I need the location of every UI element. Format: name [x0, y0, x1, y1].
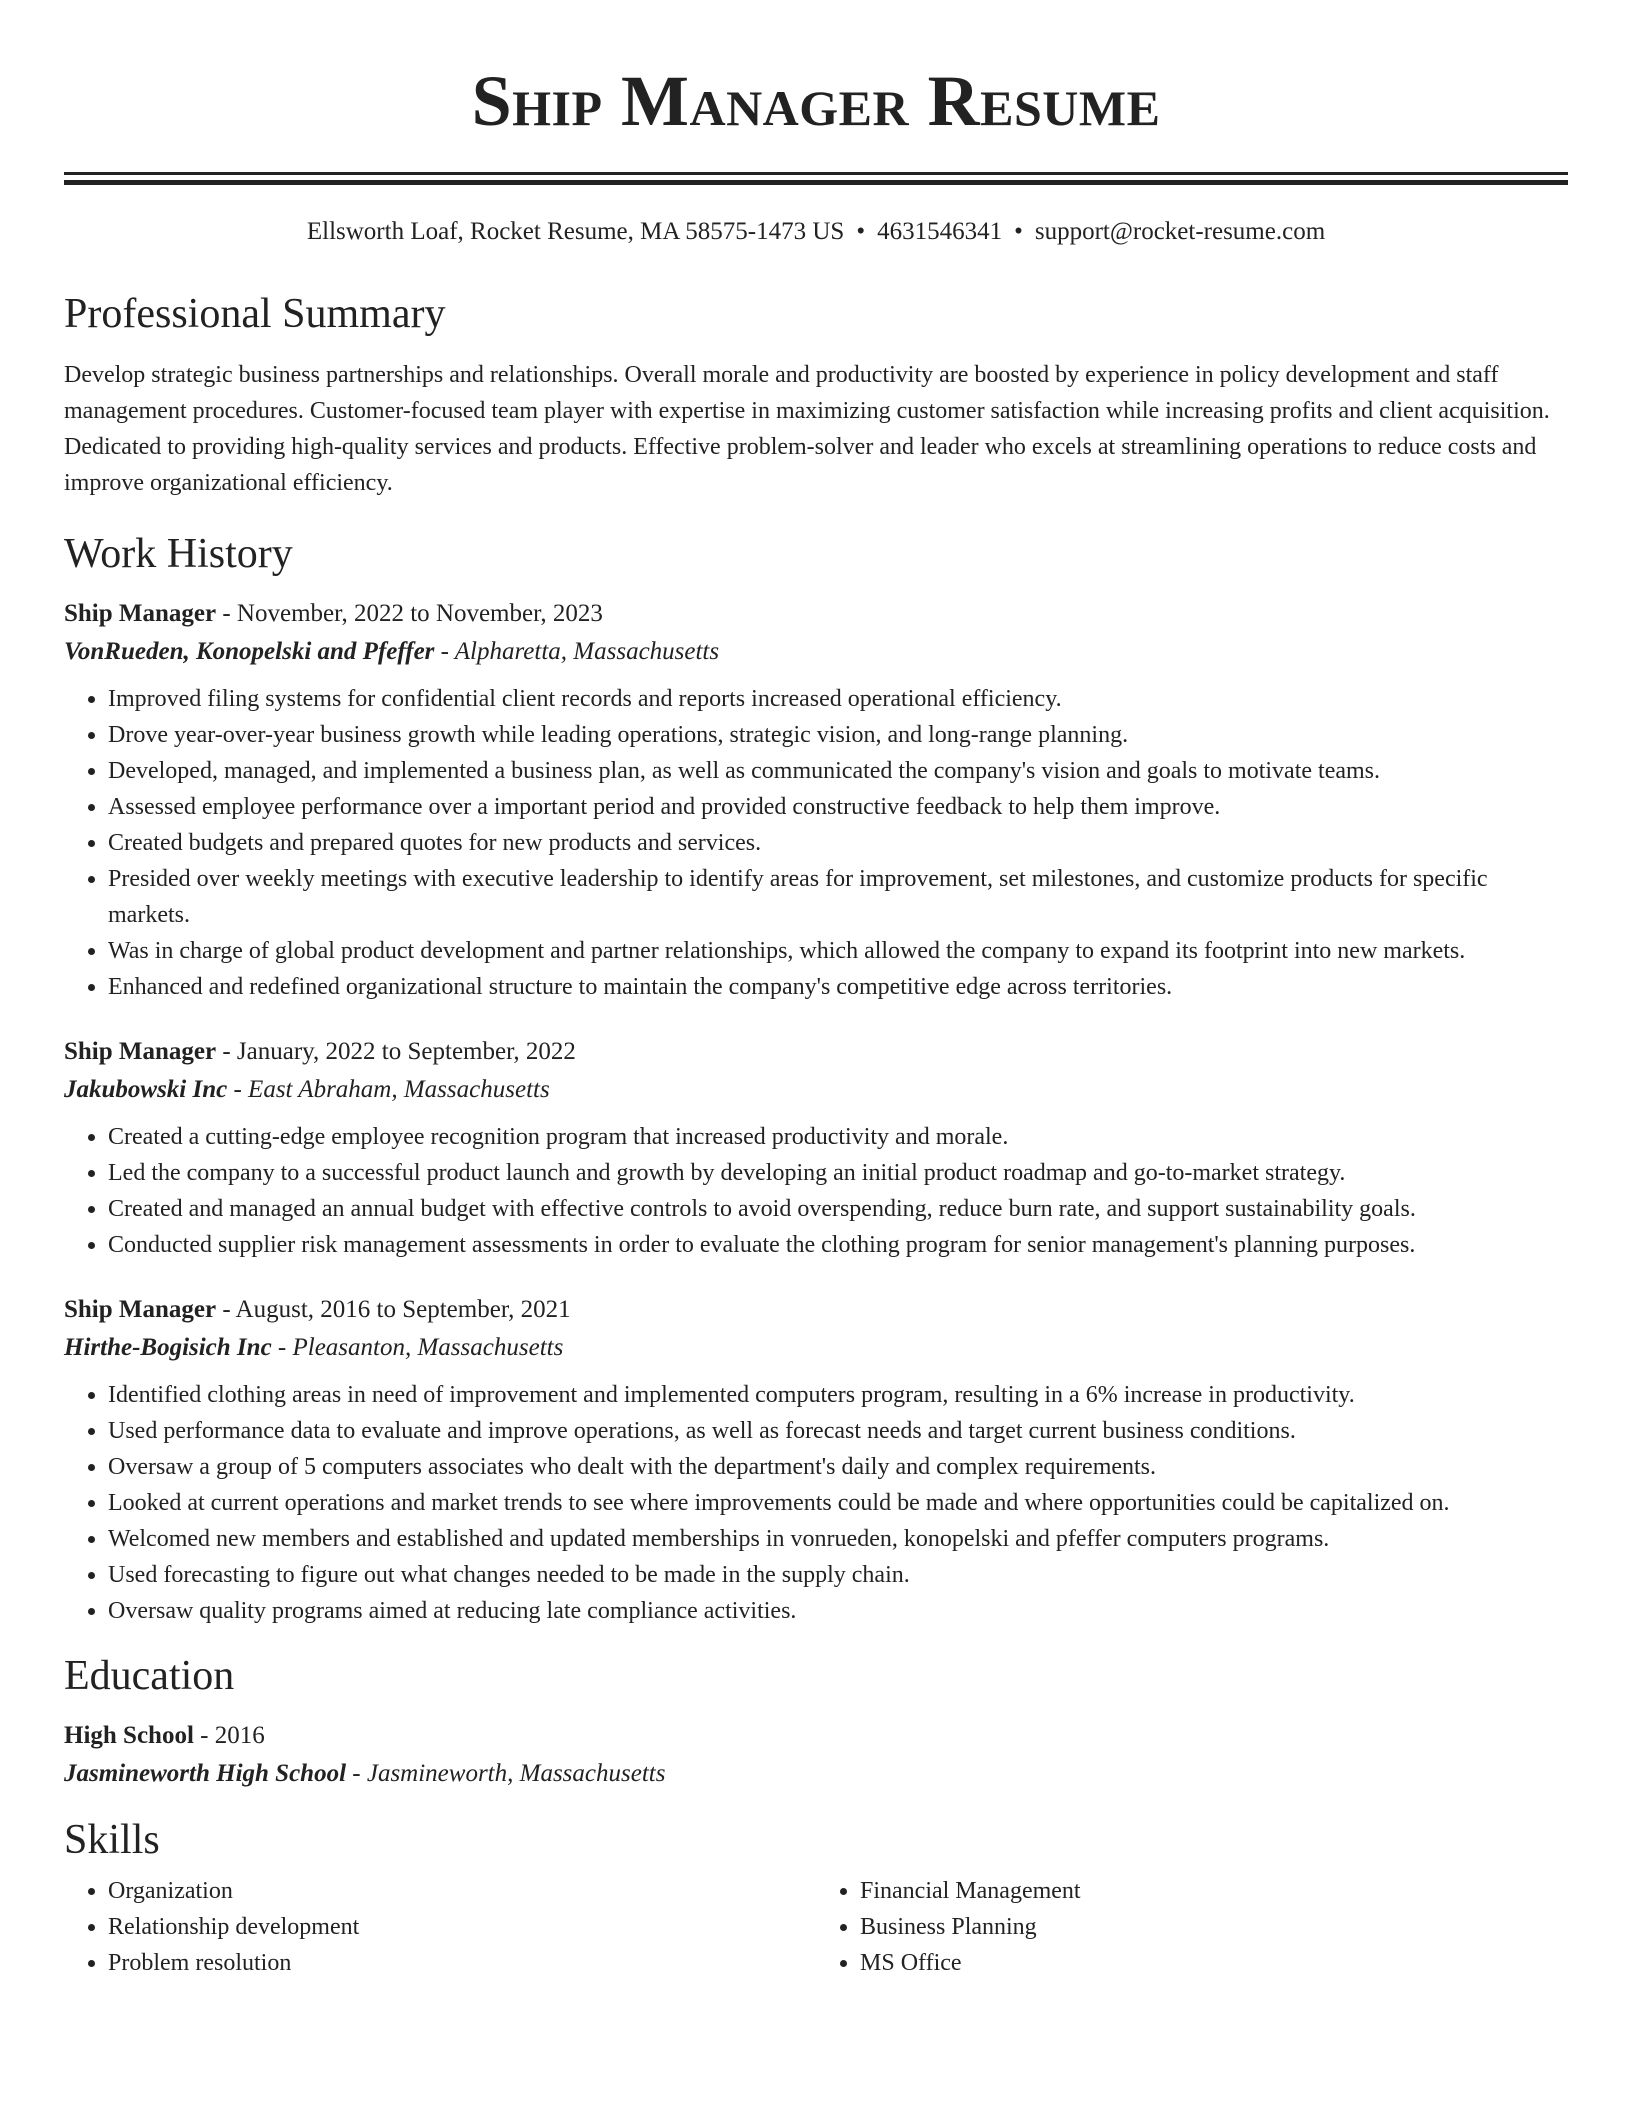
job-title: Ship Manager — [64, 1038, 217, 1065]
skills-column-left — [64, 1873, 816, 1981]
work-history-section — [64, 529, 1568, 1629]
contact-separator: • — [1014, 218, 1023, 245]
professional-summary-section — [64, 289, 1568, 501]
education-entry — [64, 1717, 1568, 1793]
skills-column-right — [816, 1873, 1568, 1981]
degree-line — [64, 1717, 1568, 1755]
list-item: • Created a cutting-edge employee recognition program that increased productivity and morale. — [108, 1119, 1568, 1155]
company-line — [64, 633, 1568, 671]
list-item: • Enhanced and redefined organizational structure to maintain the company's competitive edge across territories. — [108, 969, 1568, 1005]
resume-title: Ship Manager Resume — [471, 61, 1161, 141]
company-location: - East Abraham, Massachusetts — [227, 1076, 550, 1103]
list-item: • Developed, managed, and implemented a business plan, as well as communicated the company's vision and goals to motivate teams. — [108, 753, 1568, 789]
list-item: • Assessed employee performance over a important period and provided constructive feedback to help them improve. — [108, 789, 1568, 825]
contact-phone: 4631546341 — [877, 218, 1003, 245]
skills-section — [64, 1815, 1568, 1981]
list-item: • MS Office — [860, 1945, 1568, 1981]
list-item: • Drove year-over-year business growth while leading operations, strategic vision, and long-range planning. — [108, 717, 1568, 753]
list-item: • Problem resolution — [108, 1945, 816, 1981]
school-line — [64, 1755, 1568, 1793]
job-dates: - January, 2022 to September, 2022 — [216, 1038, 576, 1065]
job-title-line — [64, 1291, 1568, 1329]
list-item: • Oversaw quality programs aimed at reducing late compliance activities. — [108, 1593, 1568, 1629]
job-bullets — [64, 681, 1568, 1005]
school-name: Jasmineworth High School — [64, 1760, 347, 1787]
list-item: • Used performance data to evaluate and improve operations, as well as forecast needs and target current business conditions. — [108, 1413, 1568, 1449]
job-entry — [64, 595, 1568, 1005]
contact-email: support@rocket-resume.com — [1034, 218, 1326, 245]
list-item: • Business Planning — [860, 1909, 1568, 1945]
list-item: • Was in charge of global product development and partner relationships, which allowed the company to expand its footprint into new markets. — [108, 933, 1568, 969]
company-name: Jakubowski Inc — [64, 1076, 228, 1103]
list-item: • Relationship development — [108, 1909, 816, 1945]
list-item: • Identified clothing areas in need of improvement and implemented computers program, resulting in a 6% increase in productivity. — [108, 1377, 1568, 1413]
contact-address: Ellsworth Loaf, Rocket Resume, MA 58575-1473 US — [306, 218, 845, 245]
list-item: • Led the company to a successful product launch and growth by developing an initial product roadmap and go-to-market strategy. — [108, 1155, 1568, 1191]
company-line — [64, 1071, 1568, 1109]
list-item: • Used forecasting to figure out what changes needed to be made in the supply chain. — [108, 1557, 1568, 1593]
job-entry — [64, 1033, 1568, 1263]
degree: High School — [64, 1722, 194, 1749]
summary-text: Develop strategic business partnerships and relationships. Overall morale and productivity are boosted by experience in policy development and staff management procedures. Customer-focused team player with expertise in maximizing customer satisfaction while increasing profits and client acquisition. Dedicated to providing high-quality services and products. Effective problem-solver and leader who excels at streamlining operations to reduce costs and improve organizational efficiency. — [64, 362, 1550, 496]
skills-grid — [64, 1873, 1568, 1981]
company-name: VonRueden, Konopelski and Pfeffer — [64, 638, 435, 665]
job-bullets — [64, 1377, 1568, 1629]
list-item: • Presided over weekly meetings with executive leadership to identify areas for improvement, set milestones, and customize products for specific markets. — [108, 861, 1568, 933]
list-item: • Looked at current operations and market trends to see where improvements could be made and where opportunities could be capitalized on. — [108, 1485, 1568, 1521]
title-rule-thin — [64, 172, 1568, 175]
list-item: • Oversaw a group of 5 computers associates who dealt with the department's daily and complex requirements. — [108, 1449, 1568, 1485]
list-item: • Welcomed new members and established and updated memberships in vonrueden, konopelski and pfeffer computers programs. — [108, 1521, 1568, 1557]
section-heading-skills: Skills — [64, 1817, 160, 1863]
job-bullets — [64, 1119, 1568, 1263]
contact-line — [64, 217, 1568, 247]
education-year: - 2016 — [193, 1722, 265, 1749]
job-dates: - August, 2016 to September, 2021 — [216, 1296, 571, 1323]
list-item: • Organization — [108, 1873, 816, 1909]
contact-separator: • — [856, 218, 866, 245]
job-entry — [64, 1291, 1568, 1629]
list-item: • Created budgets and prepared quotes for new products and services. — [108, 825, 1568, 861]
section-heading-education: Education — [64, 1653, 235, 1699]
list-item: • Conducted supplier risk management assessments in order to evaluate the clothing program for senior management's planning purposes. — [108, 1227, 1568, 1263]
education-section — [64, 1651, 1568, 1793]
job-dates: - November, 2022 to November, 2023 — [216, 600, 603, 627]
list-item: • Financial Management — [860, 1873, 1568, 1909]
job-title-line — [64, 595, 1568, 633]
company-location: - Alpharetta, Massachusetts — [434, 638, 720, 665]
job-title: Ship Manager — [64, 1296, 217, 1323]
company-name: Hirthe-Bogisich Inc — [64, 1334, 272, 1361]
job-title-line — [64, 1033, 1568, 1071]
list-item: • Created and managed an annual budget with effective controls to avoid overspending, reduce burn rate, and support sustainability goals. — [108, 1191, 1568, 1227]
job-title: Ship Manager — [64, 600, 217, 627]
section-heading-summary: Professional Summary — [64, 291, 446, 337]
list-item: • Improved filing systems for confidential client records and reports increased operational efficiency. — [108, 681, 1568, 717]
company-line — [64, 1329, 1568, 1367]
company-location: - Pleasanton, Massachusetts — [271, 1334, 564, 1361]
section-heading-work: Work History — [64, 531, 293, 577]
school-location: - Jasmineworth, Massachusetts — [346, 1760, 666, 1787]
title-rule-thick — [64, 180, 1568, 185]
